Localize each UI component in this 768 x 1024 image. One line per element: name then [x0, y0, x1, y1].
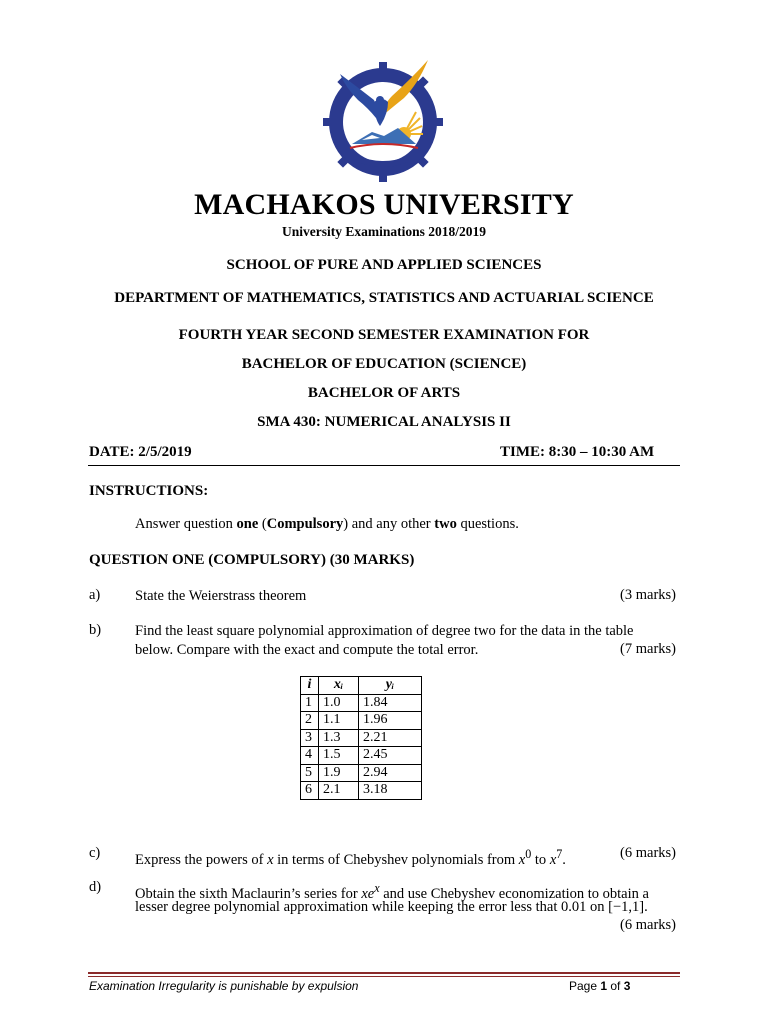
- d-part: lesser degree polynomial approximation while keeping the error less that 0.01 on: [135, 899, 609, 915]
- table-header-cell: yᵢ: [359, 677, 422, 695]
- table-header-row: [301, 677, 422, 695]
- c-part: to: [531, 851, 550, 868]
- table-cell: 1.84: [359, 694, 422, 712]
- table-body: [301, 694, 422, 799]
- instr-compulsory: Compulsory: [266, 516, 344, 532]
- instructions-text: [135, 515, 519, 534]
- table-header-cell: i: [301, 677, 319, 695]
- exam-title: FOURTH YEAR SECOND SEMESTER EXAMINATION FOR: [178, 327, 590, 343]
- question-one-heading: QUESTION ONE (COMPULSORY) (30 MARKS): [89, 552, 415, 568]
- table-cell: 2.94: [359, 764, 422, 782]
- instr-part: Answer question: [135, 516, 237, 532]
- table-cell: 1.96: [359, 712, 422, 730]
- question-b-line1: Find the least square polynomial approximation of degree two for the data in the table: [135, 623, 634, 639]
- page-number: [569, 979, 630, 993]
- table-cell: 1: [301, 694, 319, 712]
- c-part: in terms of Chebyshev polynomials from: [273, 851, 519, 868]
- table-cell: 3.18: [359, 782, 422, 800]
- table-row: [301, 712, 422, 730]
- table-row: [301, 747, 422, 765]
- page-total: 3: [623, 979, 631, 993]
- question-d-label: d): [89, 879, 102, 895]
- question-c-marks: (6 marks): [620, 845, 676, 861]
- question-a-label: a): [89, 587, 101, 603]
- exam-time: TIME: 8:30 – 10:30 AM: [500, 444, 655, 460]
- instr-part: ) and any other: [343, 516, 435, 532]
- question-c-label: c): [89, 845, 101, 861]
- page-current: 1: [600, 979, 608, 993]
- question-a-text: State the Weierstrass theorem: [135, 588, 307, 604]
- university-name: MACHAKOS UNIVERSITY: [194, 188, 574, 221]
- table-cell: 2.45: [359, 747, 422, 765]
- table-cell: 6: [301, 782, 319, 800]
- page-prefix: Page: [569, 979, 601, 993]
- question-c-text: [135, 845, 566, 870]
- question-d-line2: [135, 898, 648, 917]
- header-divider: [88, 465, 680, 466]
- math-exp: 0: [525, 847, 532, 861]
- footer-rule-thin: [88, 976, 680, 977]
- table-cell: 5: [301, 764, 319, 782]
- table-cell: 2.21: [359, 729, 422, 747]
- math-x: x: [549, 851, 557, 868]
- table-cell: 3: [301, 729, 319, 747]
- math-x: x: [267, 851, 274, 868]
- question-b-marks: (7 marks): [620, 641, 676, 657]
- exam-session: University Examinations 2018/2019: [281, 224, 486, 239]
- course-title: SMA 430: NUMERICAL ANALYSIS II: [257, 414, 511, 430]
- table-row: [301, 764, 422, 782]
- c-part: Express the powers of: [135, 851, 268, 868]
- math-exp: 7: [556, 847, 563, 861]
- math-x: x: [518, 851, 526, 868]
- math-exp: x: [374, 881, 380, 895]
- table-cell: 1.5: [319, 747, 359, 765]
- table-row: [301, 694, 422, 712]
- instr-part: (: [258, 516, 267, 532]
- table-cell: 1.1: [319, 712, 359, 730]
- table-row: [301, 782, 422, 800]
- data-table: [300, 676, 422, 800]
- school-name: SCHOOL OF PURE AND APPLIED SCIENCES: [226, 257, 542, 273]
- table-cell: 1.3: [319, 729, 359, 747]
- instr-two: two: [434, 516, 457, 532]
- instructions-heading: INSTRUCTIONS:: [89, 483, 209, 499]
- table-cell: 1.9: [319, 764, 359, 782]
- d-part: .: [644, 899, 648, 915]
- table-cell: 1.0: [319, 694, 359, 712]
- question-b-line2: below. Compare with the exact and compute the total error.: [135, 642, 479, 658]
- program-education: BACHELOR OF EDUCATION (SCIENCE): [241, 356, 527, 372]
- table-cell: 2.1: [319, 782, 359, 800]
- instr-one: one: [236, 516, 259, 532]
- university-logo: [322, 56, 444, 182]
- department-name: DEPARTMENT OF MATHEMATICS, STATISTICS AND ACTUARIAL SCIENCE: [114, 290, 654, 306]
- d-part: Obtain the sixth Maclaurin’s series for: [135, 885, 362, 902]
- table-row: [301, 729, 422, 747]
- d-part: and use Chebyshev economization to obtain a: [379, 885, 649, 902]
- program-arts: BACHELOR OF ARTS: [307, 385, 461, 401]
- footer-warning: Examination Irregularity is punishable by expulsion: [89, 979, 359, 993]
- question-d-marks: (6 marks): [620, 917, 676, 933]
- footer-rule: [88, 972, 680, 974]
- question-a-marks: (3 marks): [620, 587, 676, 603]
- c-part: .: [562, 851, 566, 868]
- table-cell: 2: [301, 712, 319, 730]
- table-cell: 4: [301, 747, 319, 765]
- page-mid: of: [607, 979, 624, 993]
- math-xe: xe: [361, 885, 375, 902]
- instr-part: questions.: [456, 516, 519, 532]
- table-header-cell: xᵢ: [319, 677, 359, 695]
- question-b-label: b): [89, 622, 102, 638]
- exam-date: DATE: 2/5/2019: [89, 444, 192, 460]
- math-interval: [−1,1]: [608, 899, 645, 915]
